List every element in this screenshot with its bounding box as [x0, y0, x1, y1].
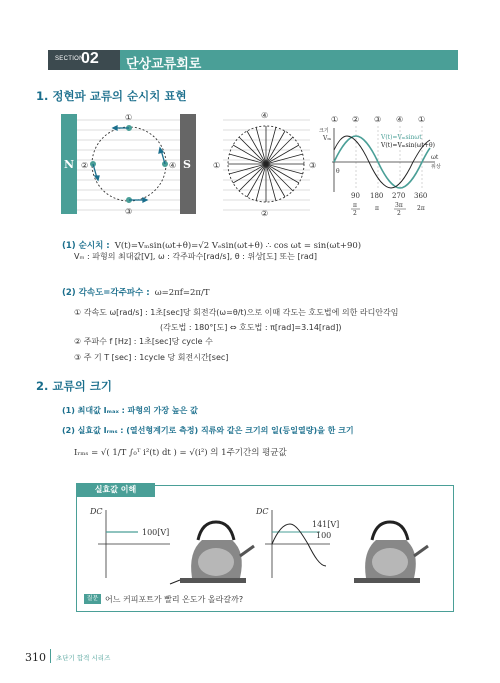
svg-text:S: S — [183, 158, 191, 171]
footer-divider — [50, 649, 51, 663]
svg-text:DC: DC — [90, 507, 103, 516]
svg-text:①: ① — [125, 113, 133, 122]
instant-value-label: (1) 순시치 : — [62, 241, 110, 251]
list-item: (각도법 : 180°[도] ⇔ 호도법 : π[rad]=3.14[rad]) — [160, 323, 342, 332]
instant-value-desc: Vₘ : 파형의 최대값[V], ω : 각주파수[rad/s], θ : 위상[도] 또는 [rad] — [74, 252, 317, 261]
svg-text:180: 180 — [370, 192, 384, 200]
section-number: 02 — [81, 50, 99, 67]
angular-speed-row — [62, 280, 210, 299]
generator-diagram — [61, 113, 196, 216]
rms-formula: Iᵣₘₛ = √( 1/T ∫₀ᵀ i²(t) dt ) = √(i²) 의 1주기간의 평균값 — [74, 448, 287, 458]
svg-text:360: 360 — [414, 192, 428, 200]
rotation-diagram — [213, 111, 316, 218]
svg-text:크기: 크기 — [319, 128, 329, 134]
heading-1: 1. 정현파 교류의 순시치 표현 — [36, 89, 187, 103]
list-item: ② 주파수 f [Hz] : 1초[sec]당 cycle 수 — [74, 337, 213, 346]
page-number: 310 — [25, 651, 46, 664]
svg-text:π: π — [353, 202, 357, 209]
svg-text:141[V]: 141[V] — [312, 520, 340, 529]
svg-text:④: ④ — [261, 111, 269, 120]
dc-graph-left — [89, 507, 170, 578]
footer-title: 초단기 합격 시리즈 — [56, 654, 111, 662]
svg-text:V(t)=Vₘsin(ωt+θ): V(t)=Vₘsin(ωt+θ) — [381, 142, 435, 149]
sine-wave-plot — [319, 115, 441, 217]
svg-text:N: N — [64, 158, 75, 171]
svg-text:①: ① — [418, 115, 426, 124]
max-value-row: (1) 최대값 Iₘₐₓ : 파형의 가장 높은 값 — [62, 406, 198, 415]
instant-value-equation: V(t)=Vₘsin(ωt+θ)=√2 Vₑsin(ωt+θ) ∴ cos ωt = sin(ωt+90) — [114, 241, 362, 251]
svg-text:V(t)=Vₘsinωt: V(t)=Vₘsinωt — [381, 134, 422, 141]
svg-text:π: π — [375, 205, 379, 212]
section-title: 단상교류회로 — [126, 57, 202, 72]
question-text: 어느 커피포트가 빨리 온도가 올라갈까? — [105, 595, 244, 604]
rms-box-title: 실효값 이해 — [76, 483, 155, 497]
svg-text:①: ① — [213, 161, 221, 170]
question-tag: 질문 — [84, 594, 101, 604]
svg-text:100: 100 — [316, 531, 332, 540]
svg-text:270: 270 — [392, 192, 406, 200]
section-tag — [48, 50, 120, 70]
svg-text:Vₘ: Vₘ — [323, 135, 332, 142]
svg-text:④: ④ — [169, 161, 177, 170]
svg-text:ωt: ωt — [431, 154, 439, 161]
rms-value-row: (2) 실효값 Iᵣₘₛ : (열선형계기로 측정) 직류와 같은 크기의 일(등일열량)을 한 크기 — [62, 426, 354, 435]
kettle-left — [170, 522, 254, 584]
dc-ac-illustration — [80, 500, 450, 590]
ac-figure — [55, 110, 455, 220]
ac-graph-right — [255, 507, 339, 578]
svg-text:③: ③ — [309, 161, 317, 170]
svg-text:DC: DC — [256, 507, 269, 516]
section-label: SECTION — [55, 56, 84, 62]
svg-text:④: ④ — [396, 115, 404, 124]
svg-text:100[V]: 100[V] — [142, 528, 170, 537]
svg-text:2: 2 — [397, 210, 401, 217]
svg-text:위상: 위상 — [431, 164, 441, 170]
svg-text:2π: 2π — [417, 205, 425, 212]
svg-text:②: ② — [352, 115, 360, 124]
svg-text:②: ② — [81, 161, 89, 170]
svg-text:90: 90 — [351, 192, 360, 200]
instant-value-row — [62, 233, 361, 252]
svg-text:②: ② — [261, 209, 269, 218]
svg-text:③: ③ — [125, 207, 133, 216]
heading-2: 2. 교류의 크기 — [36, 379, 112, 393]
svg-text:2: 2 — [353, 210, 357, 217]
svg-text:θ: θ — [336, 168, 340, 175]
svg-text:3π: 3π — [395, 202, 403, 209]
list-item: ③ 주 기 T [sec] : 1cycle 당 회전시간[sec] — [74, 353, 229, 362]
angular-speed-equation: ω=2πf=2π/T — [154, 288, 210, 298]
angular-speed-label: (2) 각속도=각주파수 : — [62, 288, 150, 298]
list-item: ① 각속도 ω[rad/s] : 1초[sec]당 회전각(ω=θ/t)으로 이때 각도는 호도법에 의한 라디안각임 — [74, 308, 399, 317]
svg-text:①: ① — [331, 115, 339, 124]
svg-text:③: ③ — [374, 115, 382, 124]
kettle-right — [354, 522, 428, 583]
